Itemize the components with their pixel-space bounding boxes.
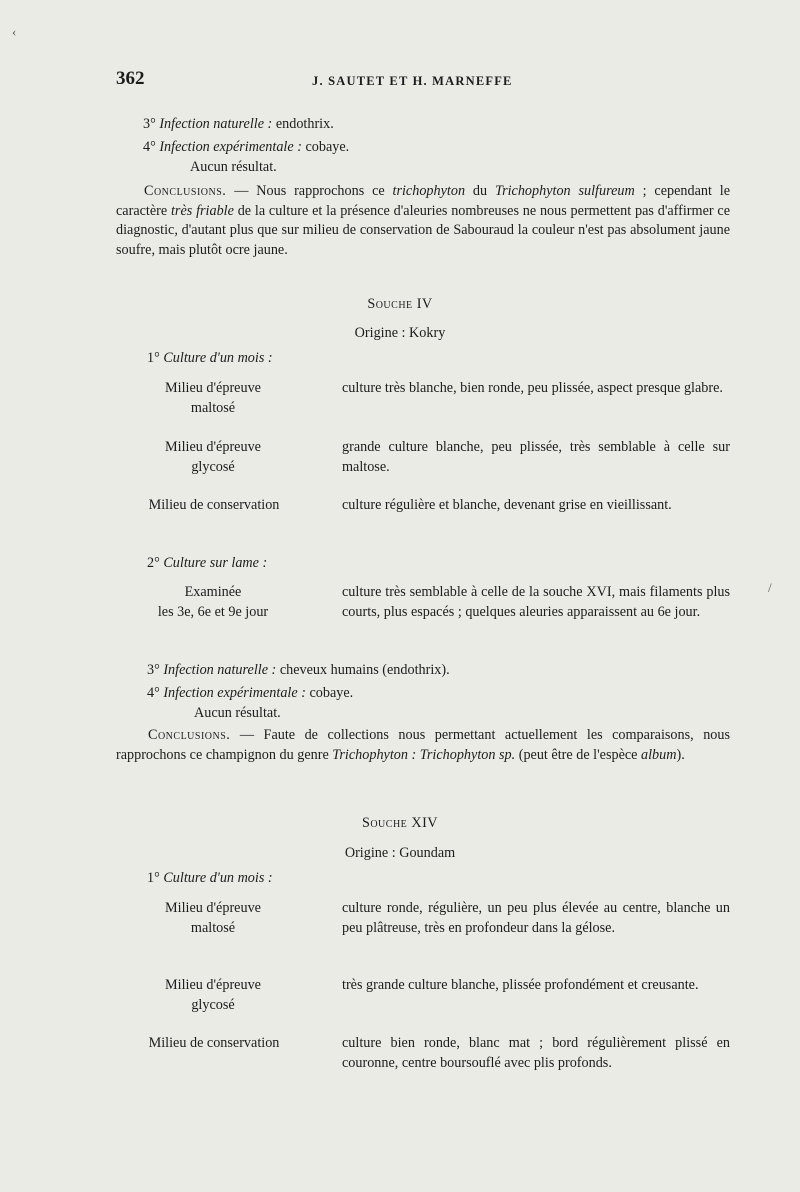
souche-xiv-row-3-label: Milieu de conservation <box>148 1035 280 1051</box>
souche-iv-row-2-label: Milieu d'épreuve glycosé <box>165 439 261 475</box>
item-value: endothrix. <box>275 116 334 132</box>
item-label: Infection naturelle : <box>159 116 273 132</box>
souche-xiv-row-3-text: culture bien ronde, blanc mat ; bord régulièrement plissé en couronne, centre boursouflé avec plis profonds. <box>342 1035 730 1071</box>
section-origin-souche-xiv: Origine : Goundam <box>344 845 456 861</box>
souche-iv-row-1-label: Milieu d'épreuve maltosé <box>165 380 261 416</box>
souche-iv-conclusion-paragraph: Conclusions. — Faute de collections nous permettant actuellement les comparaisons, nous rapprochons ce champignon du genre Trichophyton : Trichophyton sp. (peut être de l'espèce album). <box>116 727 730 763</box>
scan-mark: ‹ <box>12 24 17 39</box>
item-number: 3° <box>143 116 156 132</box>
section-origin-souche-iv: Origine : Kokry <box>354 325 446 341</box>
souche-iv-row-3-label: Milieu de conservation <box>148 497 280 513</box>
souche-iv-item-3: 3° Infection naturelle : cheveux humains (endothrix). <box>147 662 450 678</box>
souche-xiv-row-2-label: Milieu d'épreuve glycosé <box>165 977 261 1013</box>
section-title-souche-iv: Souche IV <box>367 296 433 312</box>
conclusion-label: Conclusions. <box>148 727 231 743</box>
culture-heading-souche-iv: 1° Culture d'un mois : <box>147 350 273 366</box>
culture-heading-souche-xiv: 1° Culture d'un mois : <box>147 870 273 886</box>
souche-iv-item-4-result: Aucun résultat. <box>194 705 281 721</box>
souche-iv-item-4: 4° Infection expérimentale : cobaye. <box>147 685 354 701</box>
item-label: Infection expérimentale : <box>159 139 302 155</box>
item-value: cobaye. <box>305 139 350 155</box>
souche-xiv-row-1-text: culture ronde, régulière, un peu plus élevée au centre, blanche un peu plâtreuse, très en profondeur dans la gélose. <box>342 900 730 936</box>
section-title-souche-xiv: Souche XIV <box>361 815 439 831</box>
souche-iv-row-2-text: grande culture blanche, peu plissée, très semblable à celle sur maltose. <box>342 439 730 475</box>
intro-item-4 <box>143 137 349 157</box>
souche-xiv-row-2-text: très grande culture blanche, plissée profondément et creusante. <box>342 977 699 993</box>
souche-iv-lame-label: Examinée les 3e, 6e et 9e jour <box>157 584 269 620</box>
item-number: 4° <box>143 139 156 155</box>
lame-heading-souche-iv: 2° Culture sur lame : <box>147 555 268 571</box>
souche-iv-row-1-text: culture très blanche, bien ronde, peu plissée, aspect presque glabre. <box>342 380 723 396</box>
page-number: 362 <box>116 68 145 89</box>
running-header-authors: J. SAUTET ET H. MARNEFFE <box>312 74 513 88</box>
scan-mark: / <box>768 580 772 595</box>
conclusion-label: Conclusions. <box>144 183 227 199</box>
intro-item-3 <box>143 114 334 134</box>
souche-xiv-row-1-label: Milieu d'épreuve maltosé <box>165 900 261 936</box>
souche-iv-lame-text: culture très semblable à celle de la souche XVI, mais filaments plus courts, plus espacés ; quelques aleuries apparaissent au 6e jour. <box>342 584 730 620</box>
souche-iv-row-3-text: culture régulière et blanche, devenant grise en vieillissant. <box>342 497 672 513</box>
intro-item-4-result: Aucun résultat. <box>190 159 277 175</box>
intro-conclusion-paragraph: Conclusions. — Nous rapprochons ce trichophyton du Trichophyton sulfureum ; cependant le caractère très friable de la culture et la présence d'aleuries nombreuses ne nous permettent pas d'affirmer ce diagnostic, d'autant plus que sur milieu de conservation de Sabouraud la couleur n'est pas absolument jaune soufre, mais plutôt ocre jaune. <box>116 183 731 258</box>
